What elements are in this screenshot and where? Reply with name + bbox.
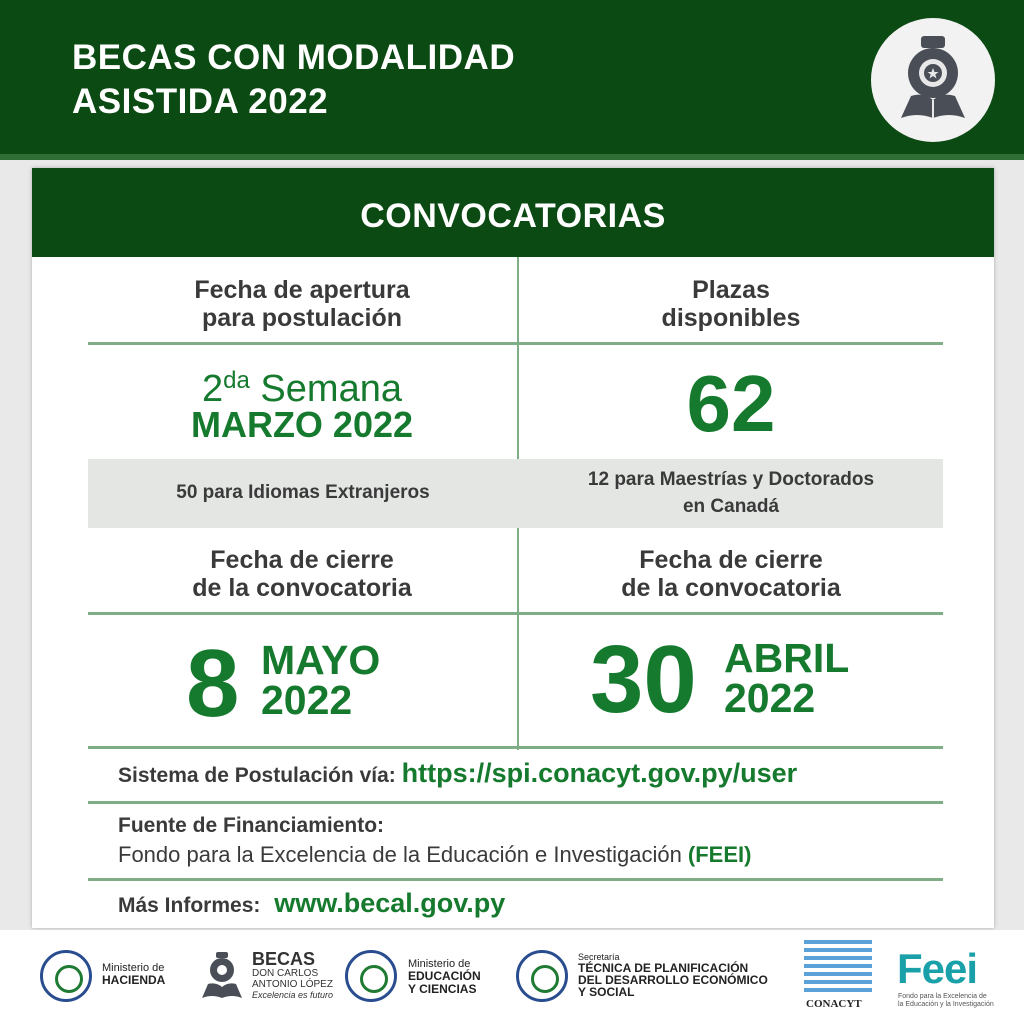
hacienda-line-2: HACIENDA bbox=[102, 973, 166, 987]
mec-line-2: EDUCACIÓN bbox=[408, 969, 481, 983]
fuente-row bbox=[118, 814, 751, 868]
feei-sub-line-1: Fondo para la Excelencia de bbox=[898, 993, 987, 1000]
plazas-label-line-1: Plazas bbox=[692, 276, 770, 304]
becas-line-3: ANTONIO LÓPEZ bbox=[252, 979, 333, 990]
cierre-right-day: 30 bbox=[590, 626, 697, 733]
apertura-label bbox=[88, 276, 516, 332]
becas-line-2: DON CARLOS bbox=[252, 968, 319, 979]
cierre-label-right bbox=[519, 546, 943, 602]
paraguay-seal-icon bbox=[40, 950, 92, 1002]
divider-5 bbox=[88, 878, 943, 881]
cierre-left-line-2: de la convocatoria bbox=[192, 574, 412, 602]
card-heading: CONVOCATORIAS bbox=[32, 168, 994, 257]
becas-logo bbox=[252, 950, 333, 1000]
informes-label: Más Informes: bbox=[118, 894, 261, 917]
plazas-label-line-2: disponibles bbox=[661, 304, 801, 332]
hacienda-logo bbox=[102, 962, 165, 987]
header-divider bbox=[0, 154, 1024, 160]
mec-line-3: Y CIENCIAS bbox=[408, 982, 477, 996]
feei-logo: Feei bbox=[897, 945, 978, 992]
sistema-label: Sistema de Postulación vía: bbox=[118, 764, 396, 787]
becas-line-1: BECAS bbox=[252, 949, 316, 969]
graduate-book-icon bbox=[871, 18, 995, 142]
fuente-abbr: (FEEI) bbox=[687, 842, 752, 867]
sistema-link[interactable]: https://spi.conacyt.gov.py/user bbox=[401, 758, 798, 788]
feei-sub-line-2: la Educación y la Investigación bbox=[898, 1001, 994, 1008]
informes-link[interactable]: www.becal.gov.py bbox=[274, 888, 506, 918]
stp-line-1: Secretaría bbox=[578, 952, 620, 962]
week-number: 2 bbox=[202, 368, 224, 410]
plazas-maestrias bbox=[519, 466, 943, 520]
mec-line-1: Ministerio de bbox=[408, 958, 471, 970]
divider-3 bbox=[88, 746, 943, 749]
plazas-maestrias-line-2: en Canadá bbox=[682, 496, 780, 517]
week-word: Semana bbox=[249, 368, 402, 410]
stp-line-3: DEL DESARROLLO ECONÓMICO bbox=[578, 973, 768, 987]
cierre-right-line-1: Fecha de cierre bbox=[639, 546, 823, 574]
page-title bbox=[72, 36, 515, 124]
plazas-idiomas: 50 para Idiomas Extranjeros bbox=[176, 482, 430, 503]
apertura-label-line-1: Fecha de apertura bbox=[194, 276, 410, 304]
apertura-month: MARZO 2022 bbox=[190, 404, 414, 445]
paraguay-seal-icon bbox=[516, 950, 568, 1002]
title-line-2: ASISTIDA 2022 bbox=[72, 82, 329, 121]
conacyt-logo: CONACYT bbox=[806, 998, 862, 1010]
becal-logo bbox=[871, 18, 995, 142]
cierre-left-year: 2022 bbox=[261, 677, 353, 723]
stp-line-4: Y SOCIAL bbox=[578, 985, 635, 999]
apertura-week bbox=[88, 360, 516, 410]
cierre-right-line-2: de la convocatoria bbox=[621, 574, 841, 602]
informes-row bbox=[118, 888, 505, 919]
sistema-row bbox=[118, 758, 797, 789]
fuente-label: Fuente de Financiamiento: bbox=[118, 814, 385, 837]
stp-logo bbox=[578, 952, 768, 998]
cierre-label-left bbox=[88, 546, 516, 602]
apertura-label-line-2: para postulación bbox=[201, 304, 403, 332]
fuente-text-line bbox=[118, 842, 751, 868]
feei-subtitle bbox=[898, 993, 994, 1009]
becas-line-4: Excelencia es futuro bbox=[252, 990, 334, 1000]
cierre-left-month: MAYO bbox=[261, 637, 381, 683]
plazas-maestrias-line-1: 12 para Maestrías y Doctorados bbox=[587, 469, 875, 490]
hacienda-line-1: Ministerio de bbox=[102, 962, 165, 974]
divider-2 bbox=[88, 612, 943, 615]
fuente-text: Fondo para la Excelencia de la Educación e Investigación bbox=[118, 842, 688, 867]
conacyt-stripes-icon bbox=[804, 940, 872, 994]
title-line-1: BECAS CON MODALIDAD bbox=[72, 38, 516, 77]
mec-logo bbox=[408, 958, 481, 996]
divider-4 bbox=[88, 801, 943, 804]
stp-line-2: TÉCNICA DE PLANIFICACIÓN bbox=[578, 961, 749, 975]
cierre-right-month: ABRIL bbox=[724, 635, 850, 681]
cierre-right-year: 2022 bbox=[724, 675, 816, 721]
cierre-left-line-1: Fecha de cierre bbox=[210, 546, 394, 574]
divider-1 bbox=[88, 342, 943, 345]
paraguay-seal-icon bbox=[345, 950, 397, 1002]
plazas-label bbox=[519, 276, 943, 332]
cierre-left-day: 8 bbox=[186, 630, 240, 737]
becas-icon bbox=[198, 950, 246, 1002]
week-suffix: da bbox=[223, 367, 250, 394]
plazas-total: 62 bbox=[686, 359, 776, 448]
